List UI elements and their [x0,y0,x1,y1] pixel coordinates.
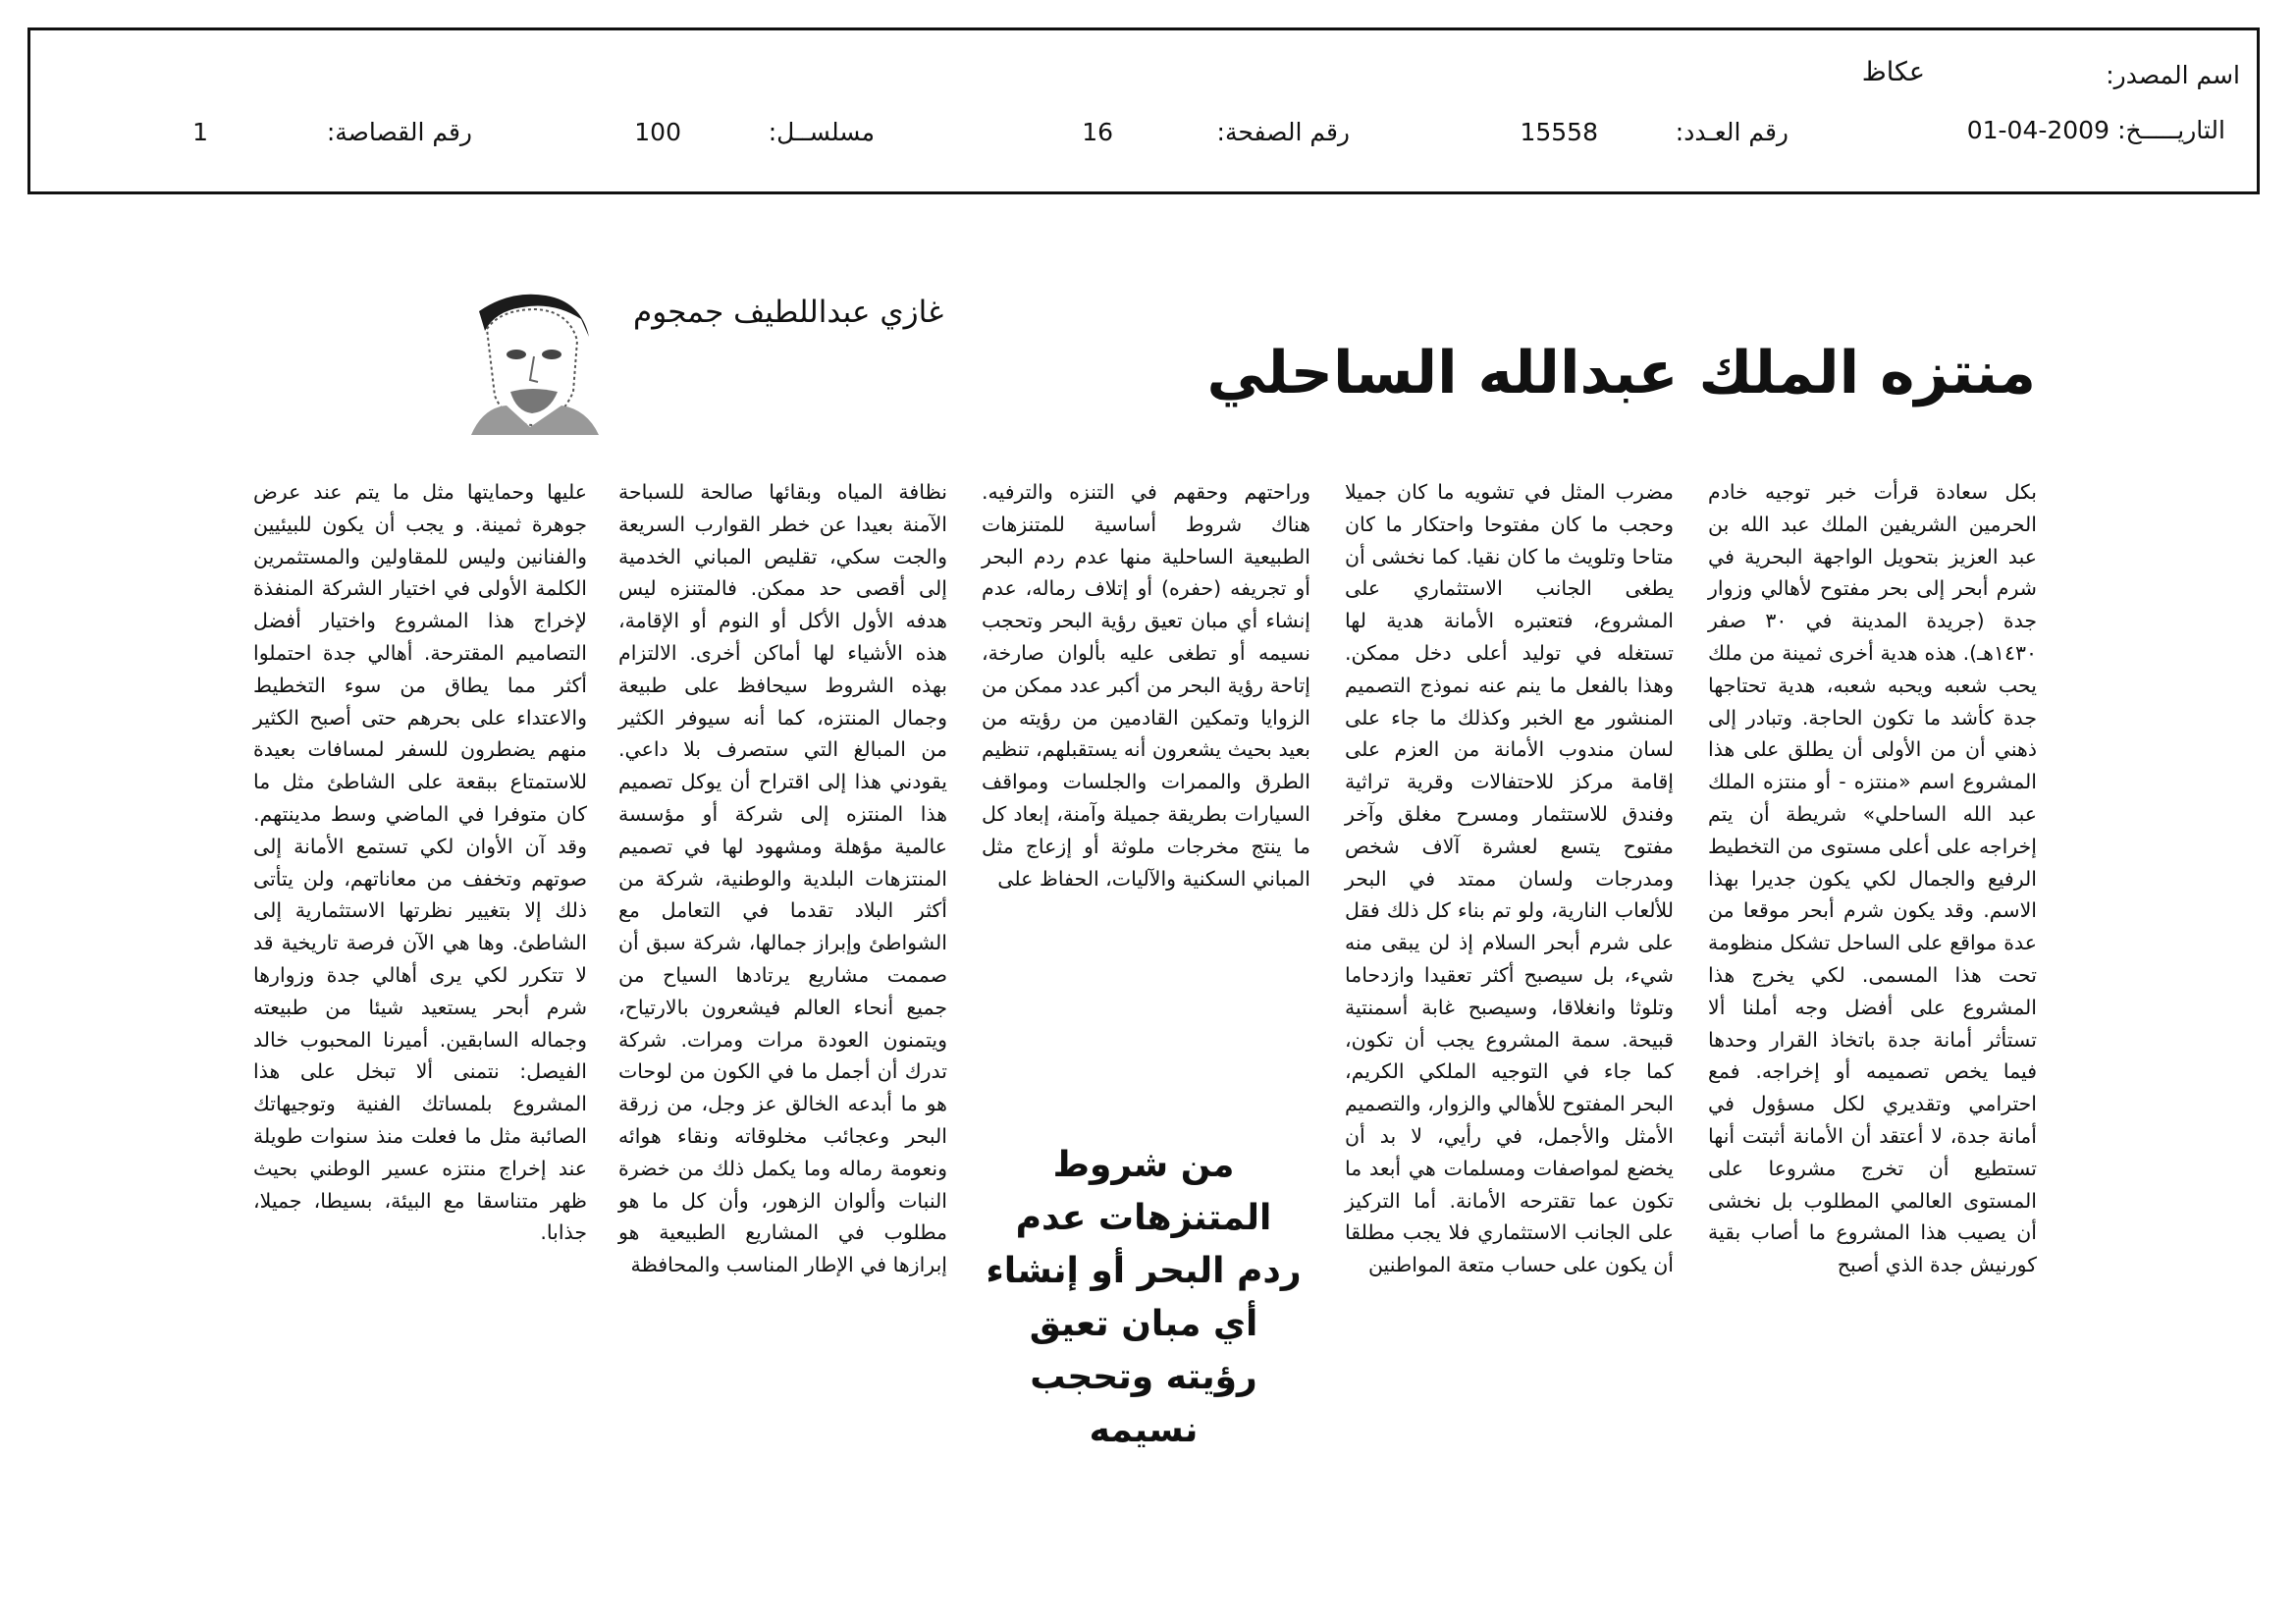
page-label: رقم الصفحة: [1216,118,1350,146]
article-title: منتزه الملك عبدالله الساحلي [1206,339,2036,407]
pull-quote: من شروط المتنزهات عدم ردم البحر أو إنشاء أي مبان تعيق رؤيته وتحجب نسيمه [986,1145,1302,1450]
date-label: التاريـــــخ: [2117,116,2225,144]
date-value: 01-04-2009 [1966,116,2109,144]
article-column-3: وراحتهم وحقهم في التنزه والترفيه. هناك شروط أساسية للمتنزهات الطبيعية الساحلية منها عدم ردم البحر أو تجريفه (حفره) أو إتلاف رماله، عدم إنشاء أي مبان تعيق رؤية البحر وتحجب نسيمه أو تطغى عليه بألوان صارخة، إتاحة رؤية البحر من أكبر عدد ممكن من الزوايا وتمكين القادمين من رؤيته من بعيد بحيث يشعرون أنه يستقبلهم، تنظيم الطرق والممرات والجلسات ومواقف السيارات بطريقة جميلة وآمنة، إبعاد كل ما ينتج مخرجات ملوثة أو إزعاج مثل المباني السكنية والآليات، الحفاظ على [982,480,1310,891]
author-photo [471,290,599,435]
serial-value: 100 [634,118,681,146]
clip-label: رقم القصاصة: [326,118,472,146]
article-column-5: عليها وحمايتها مثل ما يتم عند عرض جوهرة ثمينة. و يجب أن يكون للبيئيين والفنانين وليس للمقاولين والمستثمرين الكلمة الأولى في اختيار الشركة المنفذة لإخراج هذا المشروع واختيار أفضل التصاميم المقترحة. أهالي جدة احتملوا أكثر مما يطاق من سوء التخطيط والاعتداء على بحرهم حتى أصبح الكثير منهم يضطرون للسفر لمسافات بعيدة للاستمتاع ببقعة على الشاطئ مثل ما كان متوفرا في الماضي وسط مدينتهم. وقد آن الأوان لكي تستمع الأمانة إلى صوتهم وتخفف من معاناتهم، ولن يتأتى ذلك إلا بتغيير نظرتها الاستثمارية إلى الشاطئ. وها هي الآن فرصة تاريخية قد لا تتكرر لكي يرى أهالي جدة وزوارها شرم أبحر يستعيد شيئا من طبيعته وجماله السابقين. أميرنا المحبوب خالد الفيصل: نتمنى ألا تبخل على هذا المشروع بلمساتك الفنية وتوجيهاتك الصائبة مثل ما فعلت منذ سنوات طويلة عند إخراج منتزه عسير الوطني بحيث ظهر متناسقا مع البيئة، بسيطا، جميلا، جذابا. [253,480,587,1245]
issue-label: رقم العـدد: [1675,118,1789,146]
page-value: 16 [1082,118,1113,146]
serial-label: مسلســل: [768,118,875,146]
issue-value: 15558 [1520,118,1598,146]
author-name: غازي عبداللطيف جمجوم [633,295,944,330]
article-column-2: مضرب المثل في تشويه ما كان جميلا وحجب ما كان مفتوحا واحتكار ما كان متاحا وتلويث ما كان نقيا. كما نخشى أن يطغى الجانب الاستثماري على المشروع، فتعتبره الأمانة هدية لها تستغله في توليد أعلى دخل ممكن. وهذا بالفعل ما ينم عنه نموذج التصميم المنشور مع الخبر وكذلك ما جاء على لسان مندوب الأمانة من العزم على إقامة مركز للاحتفالات وقرية تراثية وفندق للاستثمار ومسرح مغلق وآخر مفتوح يتسع لعشرة آلاف شخص ومدرجات ولسان ممتد في البحر للألعاب النارية، ولو تم بناء كل ذلك فقل على شرم أبحر السلام إذ لن يبقى منه شيء، بل سيصبح أكثر تعقيدا وازدحاما وتلوثا وانغلاقا، وسيصبح غابة أسمنتية قبيحة. سمة المشروع يجب أن تكون، كما جاء في التوجيه الملكي الكريم، البحر المفتوح للأهالي والزوار، والتصميم الأمثل والأجمل، في رأيي، لا بد أن يخضع لمواصفات ومسلمات هي أبعد ما تكون عما تقترحه الأمانة. أما التركيز على الجانب الاستثماري فلا يجب مطلقا أن يكون على حساب متعة المواطنين [1345,480,1674,1277]
source-value: عكاظ [1861,57,1925,87]
clipping-header-box [27,27,2260,194]
article-column-4: نظافة المياه وبقائها صالحة للسباحة الآمنة بعيدا عن خطر القوارب السريعة والجت سكي، تقليص المباني الخدمية إلى أقصى حد ممكن. فالمتنزه ليس هدفه الأول الأكل أو النوم أو الإقامة، هذه الأشياء لها أماكن أخرى. الالتزام بهذه الشروط سيحافظ على طبيعة وجمال المنتزه، كما أنه سيوفر الكثير من المبالغ التي ستصرف بلا داعي. يقودني هذا إلى اقتراح أن يوكل تصميم هذا المنتزه إلى شركة أو مؤسسة عالمية مؤهلة ومشهود لها في تصميم المنتزهات البلدية والوطنية، شركة من أكثر البلاد تقدما في التعامل مع الشواطئ وإبراز جمالها، شركة سبق أن صممت مشاريع يرتادها السياح من جميع أنحاء العالم فيشعرون بالارتياح، ويتمنون العودة مرات ومرات. شركة تدرك أن أجمل ما في الكون من لوحات هو ما أبدعه الخالق عز وجل، من زرقة البحر وعجائب مخلوقاته ونقاء هوائه ونعومة رماله وما يكمل ذلك من خضرة النبات وألوان الزهور، وأن كل ما هو مطلوب في المشاريع الطبيعية هو إبرازها في الإطار المناسب والمحافظة [618,480,947,1277]
clip-value: 1 [192,118,208,146]
article-column-1: بكل سعادة قرأت خبر توجيه خادم الحرمين الشريفين الملك عبد الله بن عبد العزيز بتحويل الواجهة البحرية في شرم أبحر إلى بحر مفتوح لأهالي وزوار جدة (جريدة المدينة في ٣٠ صفر ١٤٣٠هـ). هذه هدية أخرى ثمينة من ملك يحب شعبه ويحبه شعبه، هدية تحتاجها جدة كأشد ما تكون الحاجة. وتبادر إلى ذهني أن من الأولى أن يطلق على هذا المشروع اسم «منتزه - أو منتزه الملك عبد الله الساحلي» شريطة أن يتم إخراجه على أعلى مستوى من التخطيط الرفيع والجمال لكي يكون جديرا بهذا الاسم. وقد يكون شرم أبحر موقعا من عدة مواقع على الساحل تشكل منظومة تحت هذا المسمى. لكي يخرج هذا المشروع على أفضل وجه أملنا ألا تستأثر أمانة جدة باتخاذ القرار وحدها فيما يخص تصميمه أو إخراجه. فمع احترامي وتقديري لكل مسؤول في أمانة جدة، لا أعتقد أن الأمانة أثبتت أنها تستطيع أن تخرج مشروعا على المستوى العالمي المطلوب بل نخشى أن يصيب هذا المشروع ما أصاب بقية كورنيش جدة الذي أصبح [1708,480,2037,1277]
source-label: اسم المصدر: [2106,61,2240,89]
